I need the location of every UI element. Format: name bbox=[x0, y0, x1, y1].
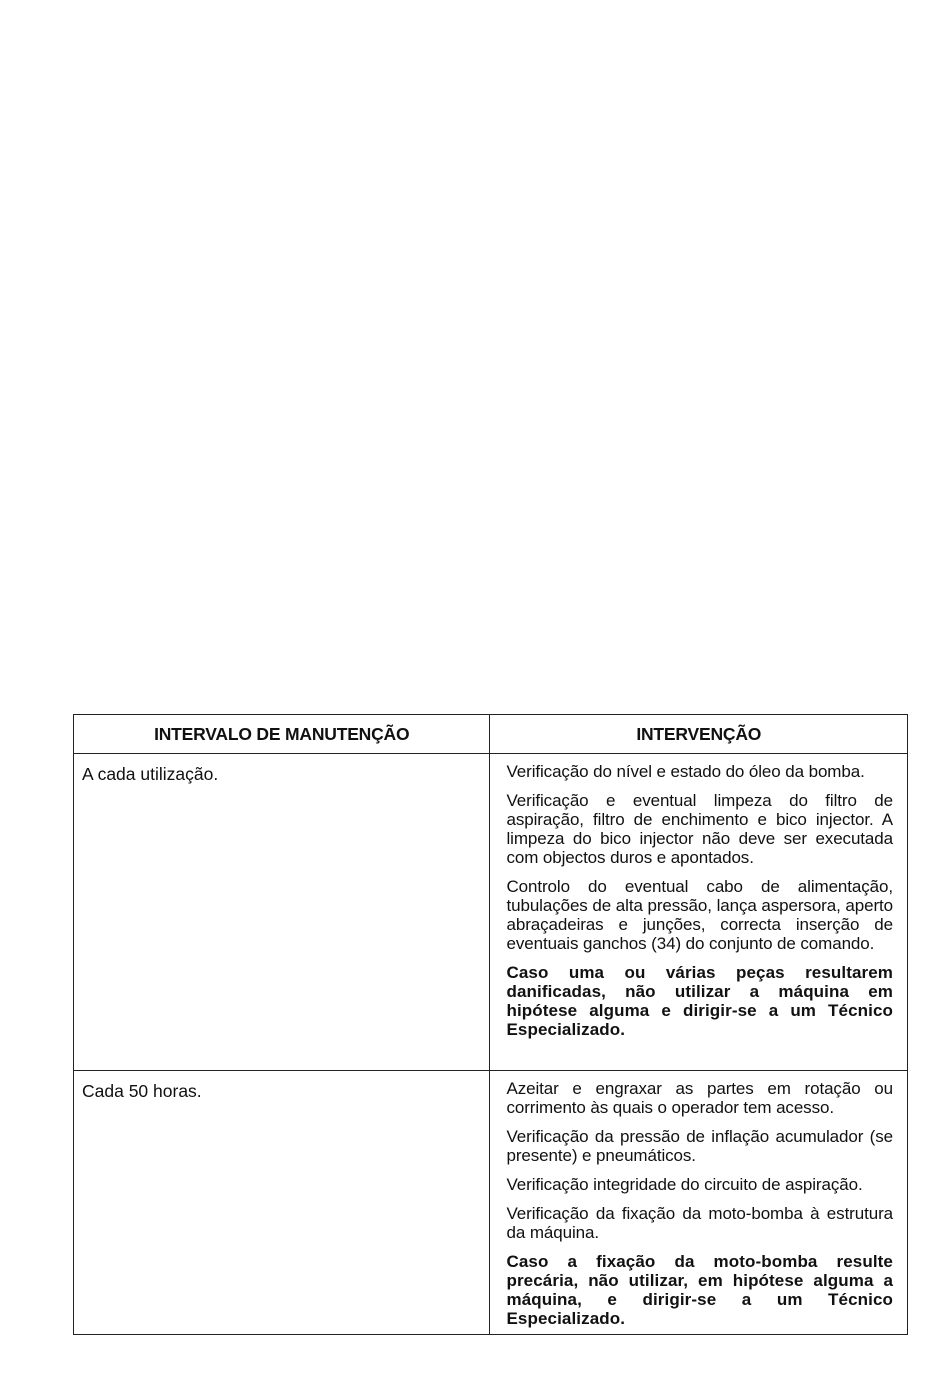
intervention-item: Controlo do eventual cabo de alimentação, tubulações de alta pressão, lança aspersora, aperto abraçadeiras e junções, correcta inserção de eventuais ganchos (34) do conjunto de comando. bbox=[506, 877, 893, 953]
intervention-warning: Caso uma ou várias peças resultarem danificadas, não utilizar a máquina em hipótese alguma e dirigir-se a um Técnico Especializado. bbox=[506, 963, 893, 1039]
intervention-item: Verificação da fixação da moto-bomba à estrutura da máquina. bbox=[506, 1204, 893, 1242]
maintenance-table bbox=[73, 714, 908, 1335]
intervention-warning: Caso a fixação da moto-bomba resulte precária, não utilizar, em hipótese alguma a máquina, e dirigir-se a um Técnico Especializado. bbox=[506, 1252, 893, 1328]
header-maintenance-interval: INTERVALO DE MANUTENÇÃO bbox=[74, 715, 490, 754]
interval-cell: A cada utilização. bbox=[74, 754, 490, 1071]
interval-cell: Cada 50 horas. bbox=[74, 1071, 490, 1335]
intervention-cell bbox=[490, 754, 908, 1071]
intervention-item: Verificação integridade do circuito de aspiração. bbox=[506, 1175, 863, 1194]
intervention-cell bbox=[490, 1071, 908, 1335]
table-header-row bbox=[74, 715, 908, 754]
intervention-item: Verificação do nível e estado do óleo da bomba. bbox=[506, 762, 865, 781]
header-intervention: INTERVENÇÃO bbox=[490, 715, 908, 754]
table-row bbox=[74, 754, 908, 1071]
intervention-item: Verificação e eventual limpeza do filtro de aspiração, filtro de enchimento e bico injector. A limpeza do bico injector não deve ser executada com objectos duros e apontados. bbox=[506, 791, 893, 867]
intervention-item: Verificação da pressão de inflação acumulador (se presente) e pneumáticos. bbox=[506, 1127, 893, 1165]
intervention-item: Azeitar e engraxar as partes em rotação ou corrimento às quais o operador tem acesso. bbox=[506, 1079, 893, 1117]
table-row bbox=[74, 1071, 908, 1335]
